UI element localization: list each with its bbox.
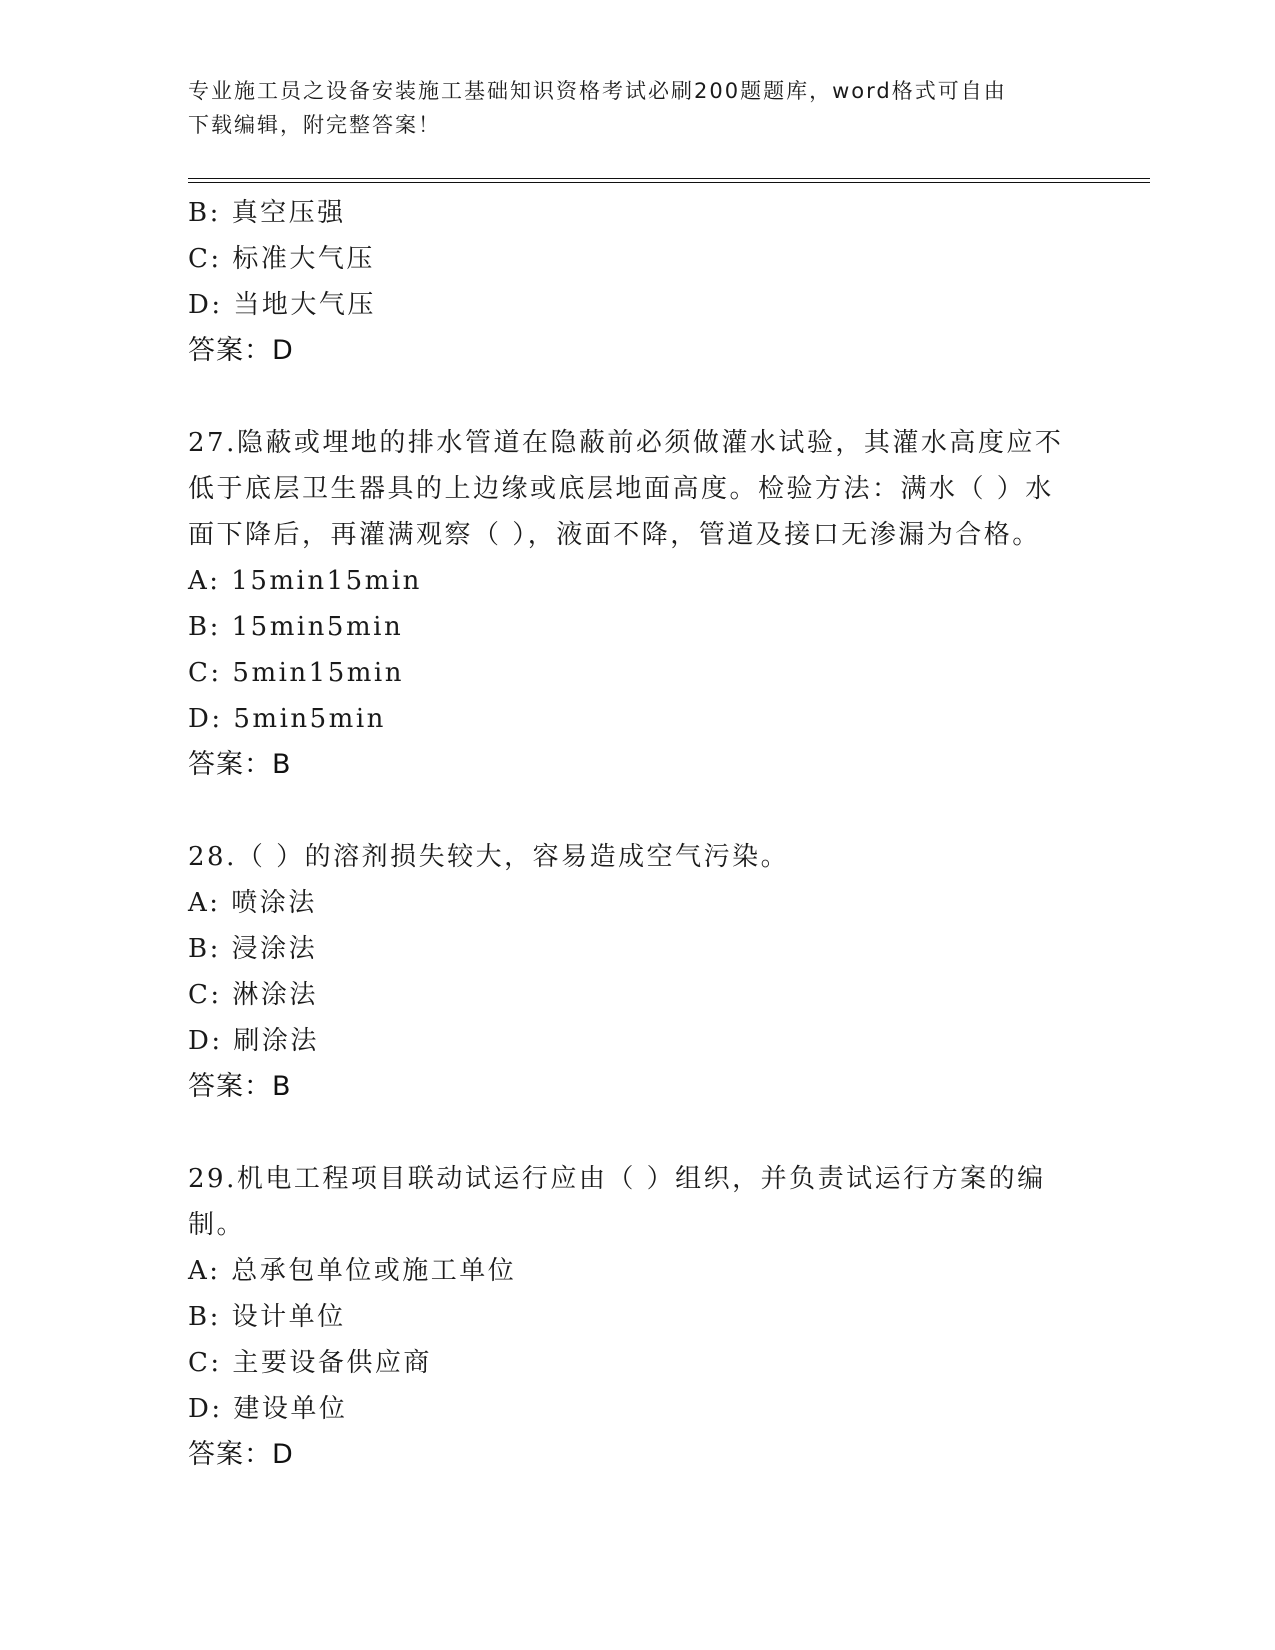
spacer	[188, 1110, 1088, 1156]
option-c: C: 淋涂法	[188, 980, 318, 1010]
question-26-continuation	[188, 190, 1088, 374]
header-title-line-2: 下载编辑，附完整答案！	[188, 113, 441, 137]
question-28	[188, 834, 1088, 1110]
option-b: B: 浸涂法	[188, 934, 318, 964]
header-divider	[188, 178, 1150, 183]
option-d: D: 5min5min	[188, 704, 386, 734]
question-stem-line: 面下降后，再灌满观察（ ），液面不降，管道及接口无渗漏为合格。	[188, 520, 1041, 550]
question-29	[188, 1156, 1088, 1478]
option-b: B: 真空压强	[188, 198, 346, 228]
answer-line: 答案：B	[188, 1071, 292, 1102]
option-a: A: 总承包单位或施工单位	[188, 1256, 517, 1286]
question-stem-line: 制。	[188, 1210, 246, 1240]
answer-line: 答案：D	[188, 335, 294, 366]
answer-line: 答案：D	[188, 1439, 294, 1470]
header-title-line-1: 专业施工员之设备安装施工基础知识资格考试必刷200题题库，word格式可自由	[188, 79, 1007, 103]
option-b: B: 15min5min	[188, 612, 404, 642]
document-header	[188, 74, 1068, 142]
question-27	[188, 420, 1088, 788]
option-c: C: 标准大气压	[188, 244, 375, 274]
option-d: D: 当地大气压	[188, 290, 376, 320]
option-d: D: 刷涂法	[188, 1026, 319, 1056]
option-c: C: 主要设备供应商	[188, 1348, 432, 1378]
question-stem-line: 29.机电工程项目联动试运行应由（ ）组织，并负责试运行方案的编	[188, 1164, 1046, 1194]
question-stem-line: 27.隐蔽或埋地的排水管道在隐蔽前必须做灌水试验，其灌水高度应不	[188, 428, 1064, 458]
spacer	[188, 374, 1088, 420]
question-content	[188, 190, 1088, 1478]
answer-line: 答案：B	[188, 749, 292, 780]
option-a: A: 15min15min	[188, 566, 422, 596]
option-a: A: 喷涂法	[188, 888, 317, 918]
option-b: B: 设计单位	[188, 1302, 346, 1332]
option-c: C: 5min15min	[188, 658, 404, 688]
spacer	[188, 788, 1088, 834]
question-stem-line: 低于底层卫生器具的上边缘或底层地面高度。检验方法：满水（ ）水	[188, 474, 1054, 504]
option-d: D: 建设单位	[188, 1394, 348, 1424]
question-stem-line: 28.（ ）的溶剂损失较大，容易造成空气污染。	[188, 842, 790, 872]
